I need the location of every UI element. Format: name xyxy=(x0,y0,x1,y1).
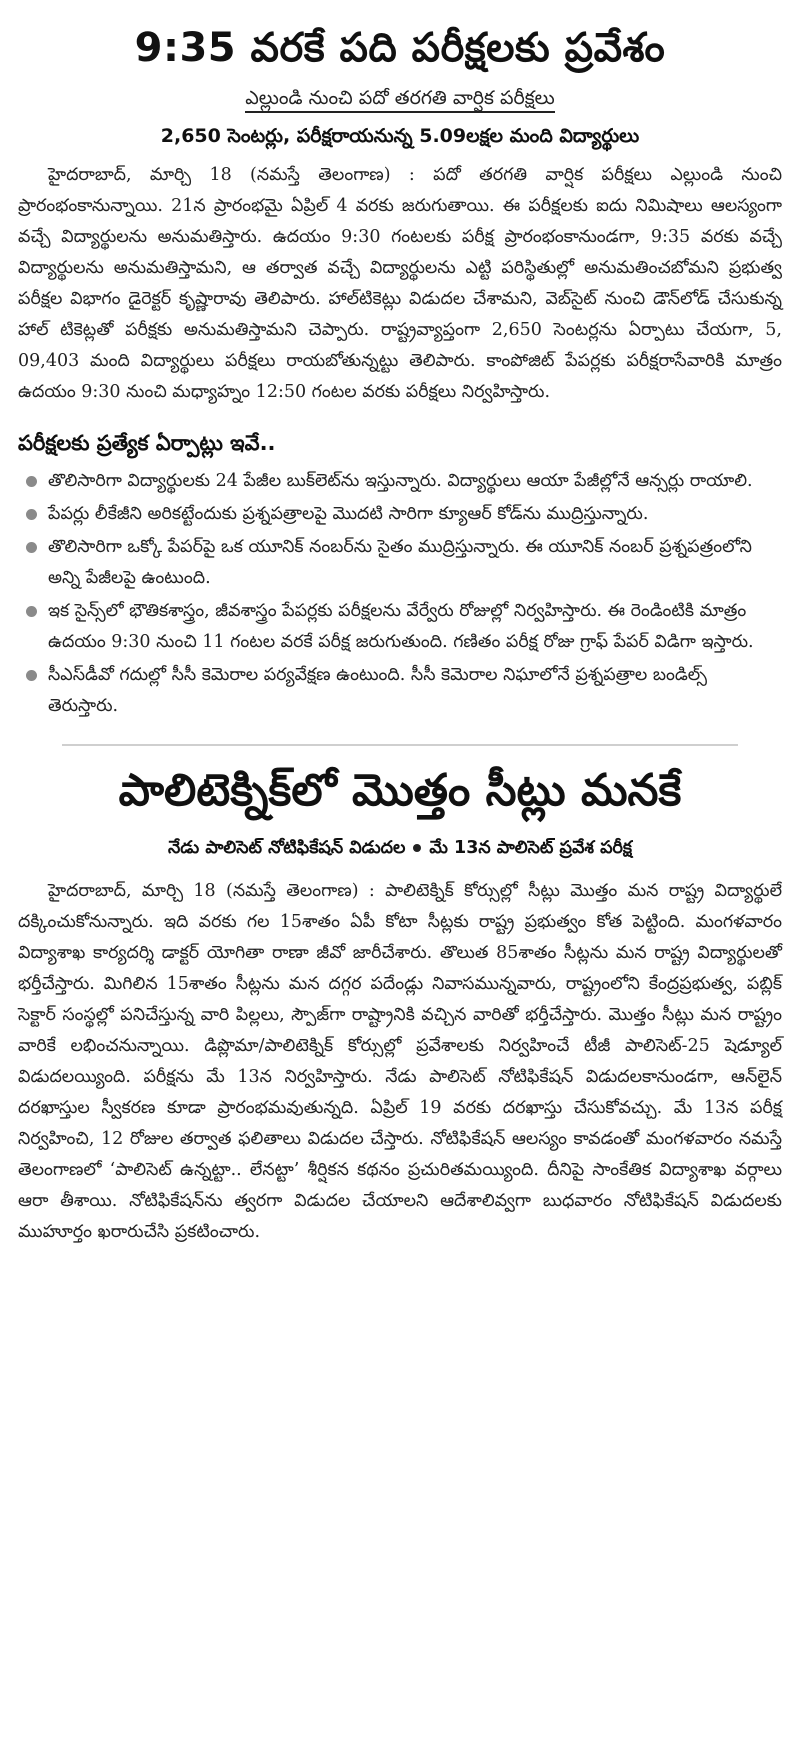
bullet-dot-icon xyxy=(26,606,37,617)
arrangement-text: పేపర్లు లీకేజీని అరికట్టేందుకు ప్రశ్నపత్రాలపై మొదటి సారిగా క్యూఆర్ కోడ్‌ను ముద్రిస్తున్నారు. xyxy=(48,504,649,524)
arrangement-item xyxy=(22,466,782,497)
subhead-polycet-left: నేడు పాలిసెట్ నోటిఫికేషన్ విడుదల xyxy=(167,838,406,858)
bullet-dot-icon xyxy=(26,476,37,487)
body-polycet: హైదరాబాద్, మార్చి 18 (నమస్తే తెలంగాణ) : పాలిటెక్నిక్ కోర్సుల్లో సీట్లు మొత్తం మన రాష్ట్ర విద్యార్థులే దక్కించుకోనున్నారు. ఇది వరకు గల 15శాతం ఏపీ కోటా సీట్లకు రాష్ట్ర ప్రభుత్వం కోత పెట్టింది. మంగళవారం విద్యాశాఖ కార్యదర్శి డాక్టర్ యోగితా రాణా జీవో జారీచేశారు. తొలుత 85శాతం సీట్లను మన రాష్ట్ర విద్యార్థులతో భర్తీచేస్తారు. మిగిలిన 15శాతం సీట్లను మన దగ్గర పదేండ్లు నివాసమున్నవారు, రాష్ట్రంలోని కేంద్రప్రభుత్వ, పబ్లిక్ సెక్టార్ సంస్థల్లో పనిచేస్తున్న వారి పిల్లలు, స్పౌజ్‌గా రాష్ట్రానికి వచ్చిన వారితో భర్తీచేస్తారు. మొత్తం సీట్లు మన రాష్ట్రం వారికే లభించనున్నాయి. డిప్లొమా/పాలిటెక్నిక్ కోర్సుల్లో ప్రవేశాలకు నిర్వహించే టీజీ పాలిసెట్-25 షెడ్యూల్ విడుదలయ్యింది. పరీక్షను మే 13న నిర్వహిస్తారు. నేడు పాలిసెట్ నోటిఫికేషన్ విడుదలకానుండగా, ఆన్‌లైన్ దరఖాస్తుల స్వీకరణ కూడా ప్రారంభమవుతున్నది. ఏప్రిల్ 19 వరకు దరఖాస్తు చేసుకోవచ్చు. మే 13న పరీక్ష నిర్వహించి, 12 రోజుల తర్వాత ఫలితాలు విడుదల చేస్తారు. నోటిఫికేషన్ ఆలస్యం కావడంతో మంగళవారం నమస్తే తెలంగాణలో ‘పాలిసెట్ ఉన్నట్టా.. లేనట్టా’ శీర్షికన కథనం ప్రచురితమయ్యింది. దీనిపై సాంకేతిక విద్యాశాఖ వర్గాలు ఆరా తీశాయి. నోటిఫికేషన్‌ను త్వరగా విడుదల చేయాలని ఆదేశాలివ్వగా బుధవారం నోటిఫికేషన్ విడుదలకు ముహూర్తం ఖరారుచేసి ప్రకటించారు. xyxy=(18,881,782,1242)
subhead-ssc-exams: 2,650 సెంటర్లు, పరీక్షరాయనున్న 5.09లక్షల మంది విద్యార్థులు xyxy=(160,125,640,147)
section-head-arrangements: పరీక్షలకు ప్రత్యేక ఏర్పాట్లు ఇవే.. xyxy=(18,431,276,455)
arrangement-item xyxy=(22,532,782,594)
arrangement-text: తొలిసారిగా ఒక్కో పేపర్‌పై ఒక యూనిక్ నంబర్‌ను సైతం ముద్రిస్తున్నారు. ఈ యూనిక్ నంబర్ ప్రశ్నపత్రంలోని అన్ని పేజీలపై ఉంటుంది. xyxy=(48,537,752,588)
bullet-dot-icon xyxy=(26,509,37,520)
separator-dot-icon xyxy=(413,844,421,852)
headline-ssc-exams: 9:35 వరకే పది పరీక్షలకు ప్రవేశం xyxy=(134,25,666,71)
body-ssc-exams: హైదరాబాద్, మార్చి 18 (నమస్తే తెలంగాణ) : పదో తరగతి వార్షిక పరీక్షలు ఎల్లుండి నుంచి ప్రారంభంకానున్నాయి. 21న ప్రారంభమై ఏప్రిల్ 4 వరకు జరుగుతాయి. ఈ పరీక్షలకు ఐదు నిమిషాలు ఆలస్యంగా వచ్చే విద్యార్థులను అనుమతిస్తారు. ఉదయం 9:30 గంటలకు పరీక్ష ప్రారంభంకానుండగా, 9:35 వరకు వచ్చే విద్యార్థులను అనుమతిస్తామని, ఆ తర్వాత వచ్చే విద్యార్థులను ఎట్టి పరిస్థితుల్లో అనుమతించబోమని ప్రభుత్వ పరీక్షల విభాగం డైరెక్టర్ కృష్ణారావు తెలిపారు. హాల్‌టికెట్లు విడుదల చేశామని, వెబ్‌సైట్ నుంచి డౌన్‌లోడ్ చేసుకున్న హాల్ టికెట్లతో పరీక్షకు అనుమతిస్తామని చెప్పారు. రాష్ట్రవ్యాప్తంగా 2,650 సెంటర్లను ఏర్పాటు చేయగా, 5, 09,403 మంది విద్యార్థులు పరీక్షలు రాయబోతున్నట్టు తెలిపారు. కాంపోజిట్ పేపర్లకు పరీక్షరాసేవారికి మాత్రం ఉదయం 9:30 నుంచి మధ్యాహ్నం 12:50 గంటల వరకు పరీక్షలు నిర్వహిస్తారు. xyxy=(18,165,782,402)
headline-polycet: పాలిటెక్నిక్‌లో మొత్తం సీట్లు మనకే xyxy=(118,765,682,816)
arrangement-text: తొలిసారిగా విద్యార్థులకు 24 పేజీల బుక్‌లెట్‌ను ఇస్తున్నారు. విద్యార్థులు ఆయా పేజీల్లోనే ఆన్సర్లు రాయాలి. xyxy=(48,471,753,491)
kicker-ssc-exams xyxy=(18,84,782,112)
arrangements-list xyxy=(18,466,782,722)
arrangement-text: సీఎస్‌డీవో గదుల్లో సీసీ కెమెరాల పర్యవేక్షణ ఉంటుంది. సీసీ కెమెరాల నిఘాలోనే ప్రశ్నపత్రాల బండిల్స్ తెరుస్తారు. xyxy=(48,665,707,716)
arrangement-item xyxy=(22,596,782,658)
subhead-polycet-right: మే 13న పాలిసెట్ ప్రవేశ పరీక్ష xyxy=(429,838,633,858)
article-polycet xyxy=(18,746,782,1248)
arrangement-text: ఇక సైన్స్‌లో భౌతికశాస్త్రం, జీవశాస్త్రం పేపర్లకు పరీక్షలను వేర్వేరు రోజుల్లో నిర్వహిస్తారు. ఈ రెండింటికి మాత్రం ఉదయం 9:30 నుంచి 11 గంటల వరకే పరీక్ష జరుగుతుంది. గణితం పరీక్ష రోజు గ్రాఫ్ పేపర్ విడిగా ఇస్తారు. xyxy=(48,601,754,652)
kicker-text: ఎల్లుండి నుంచి పదో తరగతి వార్షిక పరీక్షలు xyxy=(245,87,554,113)
bullet-dot-icon xyxy=(26,542,37,553)
subhead-polycet xyxy=(18,834,782,862)
arrangement-item xyxy=(22,660,782,722)
arrangement-item xyxy=(22,499,782,530)
bullet-dot-icon xyxy=(26,670,37,681)
article-ssc-exams xyxy=(18,0,782,722)
